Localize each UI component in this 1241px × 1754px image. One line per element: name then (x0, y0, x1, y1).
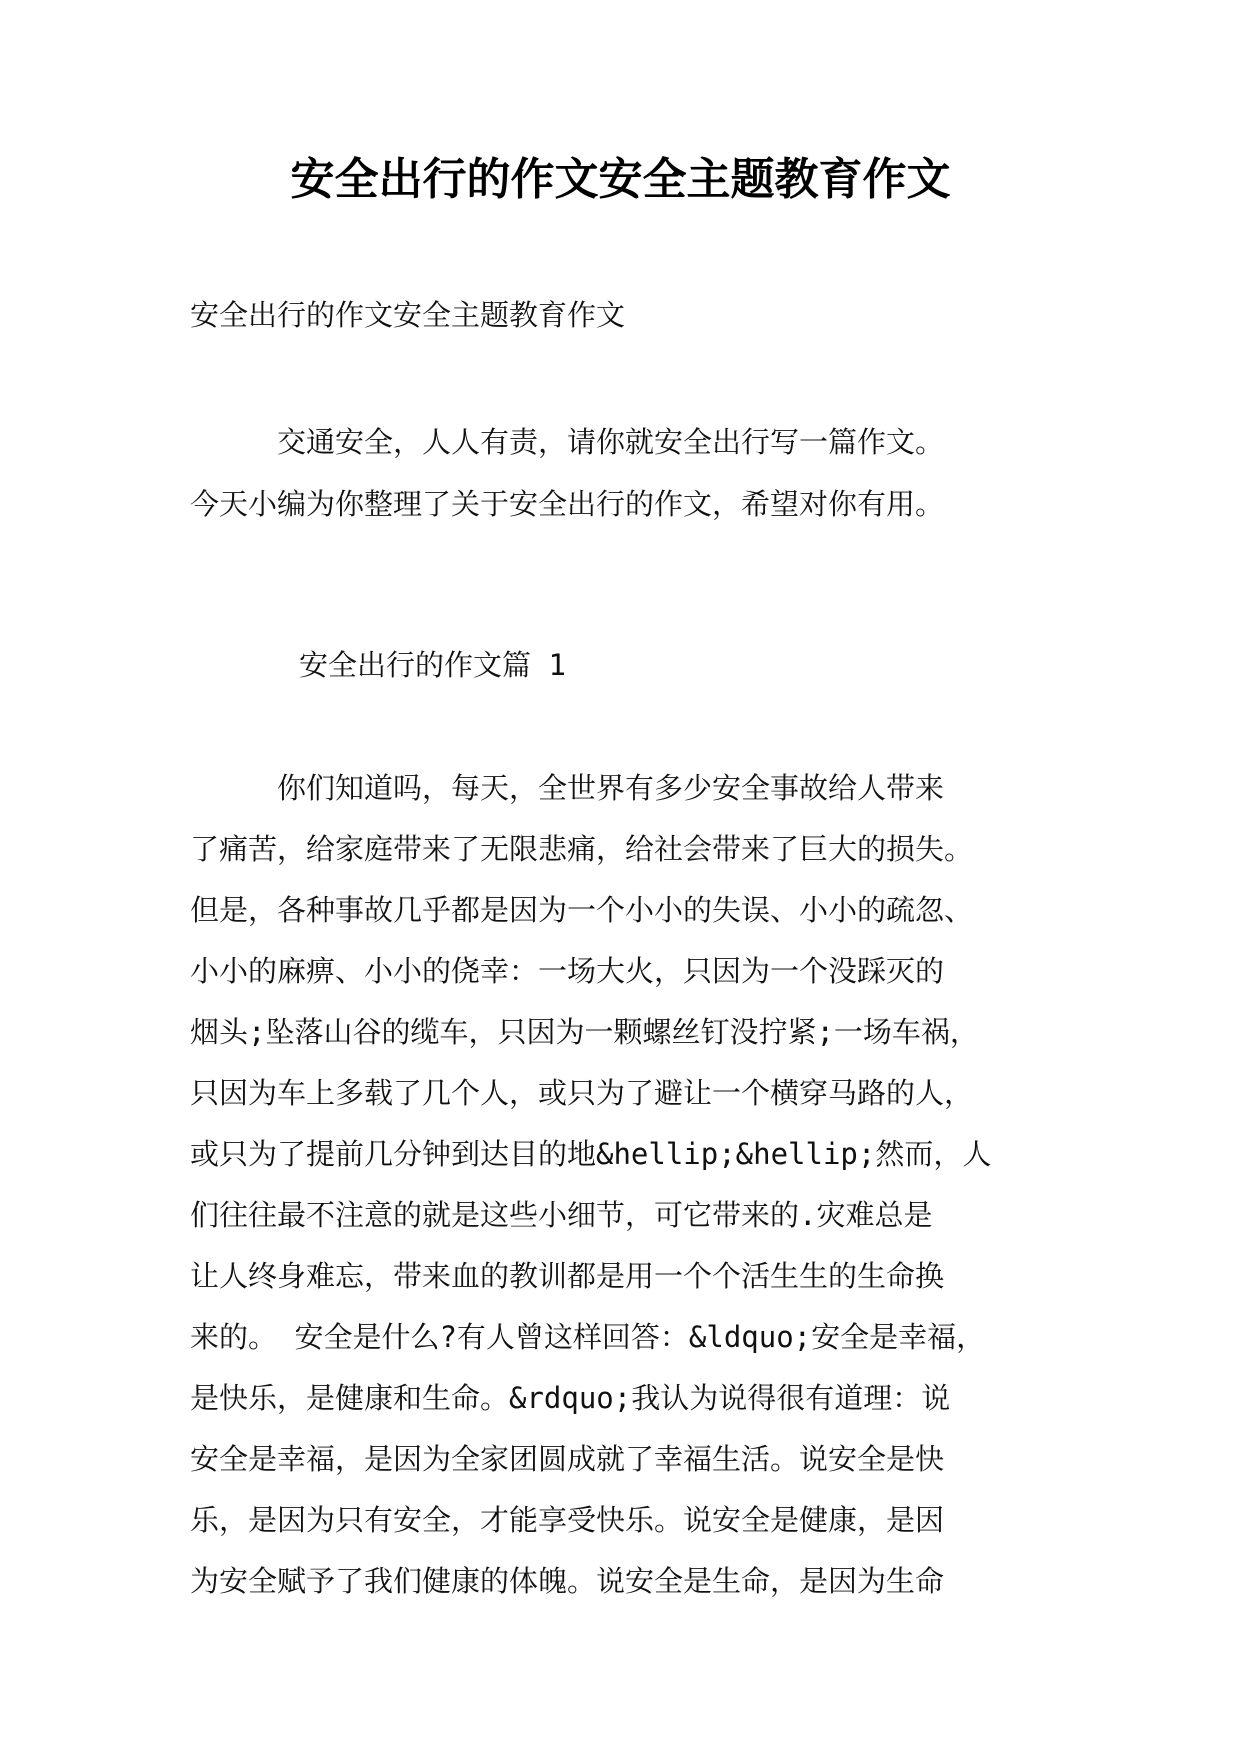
body-line: 安全是幸福，是因为全家团圆成就了幸福生活。说安全是快 (190, 1442, 945, 1476)
body-line: 让人终身难忘，带来血的教训都是用一个个活生生的生命换 (190, 1259, 945, 1293)
body-line: 你们知道吗，每天，全世界有多少安全事故给人带来 (190, 771, 945, 805)
document-title: 安全出行的作文安全主题教育作文 (290, 154, 951, 205)
document-subtitle: 安全出行的作文安全主题教育作文 (190, 298, 626, 332)
body-line: 烟头;坠落山谷的缆车，只因为一颗螺丝钉没拧紧;一场车祸， (190, 1015, 979, 1049)
body-line: 只因为车上多载了几个人，或只为了避让一个横穿马路的人， (190, 1076, 974, 1110)
body-line: 是快乐，是健康和生命。&rdquo;我认为说得很有道理：说 (190, 1381, 951, 1415)
intro-paragraph (190, 411, 944, 535)
body-line: 乐，是因为只有安全，才能享受快乐。说安全是健康，是因 (190, 1503, 945, 1537)
body-line: 了痛苦，给家庭带来了无限悲痛，给社会带来了巨大的损失。 (190, 832, 974, 866)
body-paragraph (190, 758, 991, 1612)
body-line: 为安全赋予了我们健康的体魄。说安全是生命，是因为生命 (190, 1564, 945, 1598)
intro-line: 交通安全，人人有责，请你就安全出行写一篇作文。 (190, 425, 945, 459)
body-line: 但是，各种事故几乎都是因为一个小小的失误、小小的疏忽、 (190, 893, 974, 927)
body-line: 们往往最不注意的就是这些小细节，可它带来的.灾难总是 (190, 1198, 933, 1232)
body-line: 小小的麻痹、小小的侥幸：一场大火，只因为一个没踩灭的 (190, 954, 945, 988)
body-line: 来的。 安全是什么?有人曾这样回答：&ldquo;安全是幸福， (190, 1320, 986, 1354)
section-heading: 安全出行的作文篇 1 (299, 648, 566, 682)
body-line: 或只为了提前几分钟到达目的地&hellip;&hellip;然而，人 (190, 1137, 992, 1171)
intro-line: 今天小编为你整理了关于安全出行的作文，希望对你有用。 (190, 487, 945, 521)
